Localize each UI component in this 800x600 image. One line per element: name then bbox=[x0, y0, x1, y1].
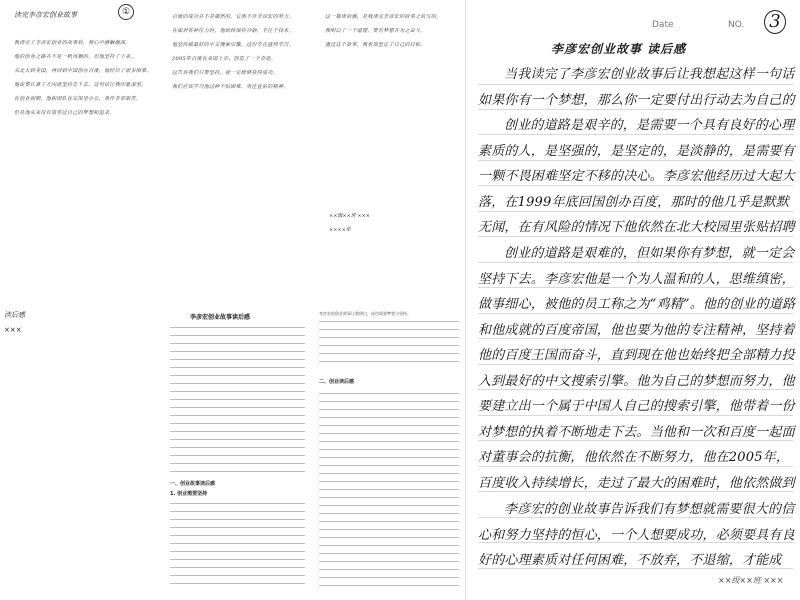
essay-paragraph-4: 李彦宏的创业故事告诉我们有梦想就需要很大的信心和努力坚持的恒心，一个人想要成功，必须要具有良好的心理素质对任何困难，不放弃，不退缩，才能成 bbox=[478, 502, 795, 568]
page-label: 读后感 bbox=[4, 311, 25, 319]
text-line: 从北大到美国，再回到中国创办百度，他经历了很多困难。 bbox=[14, 68, 152, 74]
text-line: 我明白了一个道理，要有梦想并为之奋斗。 bbox=[325, 28, 426, 34]
printed-title: 李彦宏创业故事读后感 bbox=[190, 314, 251, 321]
handwritten-page-top-left bbox=[0, 0, 160, 290]
essay-title: 李彦宏创业故事 读后感 bbox=[551, 42, 687, 56]
text-line: 他的创业之路并不是一帆风顺的，但他坚持了下来。 bbox=[14, 54, 136, 60]
text-line: 这告诉我们只要坚持，就一定能够获得成功。 bbox=[172, 70, 279, 76]
printed-section-heading: 二、创业读后感 bbox=[319, 379, 355, 385]
essay-paragraph-3: 创业的道路是艰难的，但如果你有梦想，就一定会坚持下去。李彦宏他是一个为人温和的人，思维缜密，做事细心，被他的员工称之为“鸡精”。他的创业的道路和他成就的百度帝国，他也要为他的专注精神，坚持着他的百度王国而奋斗，直到现在他也始终把全部精力投入到最好的中文搜索引擎。他为自己的梦想而努力，他要建立出一个属于中国人自己的搜索引擎，他带着一份对梦想的执着不断地走下去。当他和一次和百度一起面对董事会的抗衡，他依然在不断努力，他在2005年，百度收入持续增长，走过了最大的困难时，他依然做到 bbox=[478, 246, 796, 491]
number-label: NO. bbox=[728, 20, 745, 30]
handwritten-page-top-middle bbox=[160, 0, 315, 290]
printed-body-2 bbox=[170, 500, 305, 590]
handwritten-page-main bbox=[465, 0, 800, 600]
printed-body bbox=[319, 310, 459, 370]
essay-paragraph-2: 创业的道路是艰辛的，是需要一个具有良好的心理素质的人，是坚强的，是坚定的，是淡静的，是需要有一颗不畏困难坚定不移的决心。李彦宏他经历过大起大落，在1999年底回国创办百度，那时的他几乎是默默无闻，在有风险的情况下他依然在北大校园里张贴招聘 bbox=[478, 118, 795, 235]
page-heading: 读完李彦宏创业故事 bbox=[14, 11, 77, 19]
printed-page-bottom-middle bbox=[160, 300, 315, 600]
printed-page-bottom-right bbox=[315, 300, 465, 600]
text-line: 在面对各种压力时，他始终保持冷静，专注于技术。 bbox=[172, 28, 294, 34]
printed-section-heading: 一、创业故事读后感 bbox=[170, 481, 216, 487]
text-line: 在创业初期，他和团队在宾馆里办公，条件非常艰苦。 bbox=[14, 96, 142, 102]
printed-subsection-heading: 1. 创业需要坚持 bbox=[170, 491, 208, 497]
text-line: 但是他从来没有放弃过自己的梦想和追求。 bbox=[14, 110, 115, 116]
text-line: 通过这个故事，我更加坚定了自己的目标。 bbox=[325, 42, 426, 48]
text-line: 李彦宏的创业故事让我明白，成功需要梦想与坚持。 bbox=[319, 311, 411, 316]
handwritten-text-block bbox=[325, 10, 459, 170]
handwritten-page-bottom-left bbox=[0, 300, 160, 600]
text-line: 这一篇读后感，是我读完李彦宏的故事之后写的。 bbox=[325, 14, 442, 20]
text-line: 他坚持做最好的中文搜索引擎，这份专注值得学习。 bbox=[172, 42, 294, 48]
footer-date: ××××年 bbox=[329, 227, 351, 233]
date-label: Date bbox=[652, 20, 674, 30]
handwritten-page-top-right bbox=[315, 0, 465, 290]
page-sublabel: ××× bbox=[4, 326, 22, 334]
printed-body-2 bbox=[319, 390, 459, 590]
page-number: ① bbox=[118, 4, 134, 20]
page-number: 3 bbox=[764, 10, 786, 34]
text-line: 2005年百度在美国上市，创造了一个奇迹。 bbox=[172, 56, 277, 62]
text-line: 他说要认准了方向就坚持走下去，这句话让我印象深刻。 bbox=[14, 82, 147, 88]
printed-body bbox=[170, 324, 305, 474]
text-line: 我读完了李彦宏创业的故事后，我心中感触颇深。 bbox=[14, 40, 131, 46]
signature: ××级××班 ××× bbox=[718, 576, 784, 585]
essay-paragraph-1: 当我读完了李彦宏创业故事后让我想起这样一句话如果你有一个梦想，那么你一定要付出行动去为自己的 bbox=[478, 67, 795, 108]
text-line: 百度的成功并不是偶然的，它离不开李彦宏的努力。 bbox=[172, 14, 294, 20]
footer-class: ××级××班 ××× bbox=[329, 213, 370, 219]
handwritten-text-block bbox=[14, 36, 152, 276]
text-line: 我们应该学习他这种不怕困难、勇往直前的精神。 bbox=[172, 84, 289, 90]
handwritten-text-block bbox=[172, 10, 308, 280]
